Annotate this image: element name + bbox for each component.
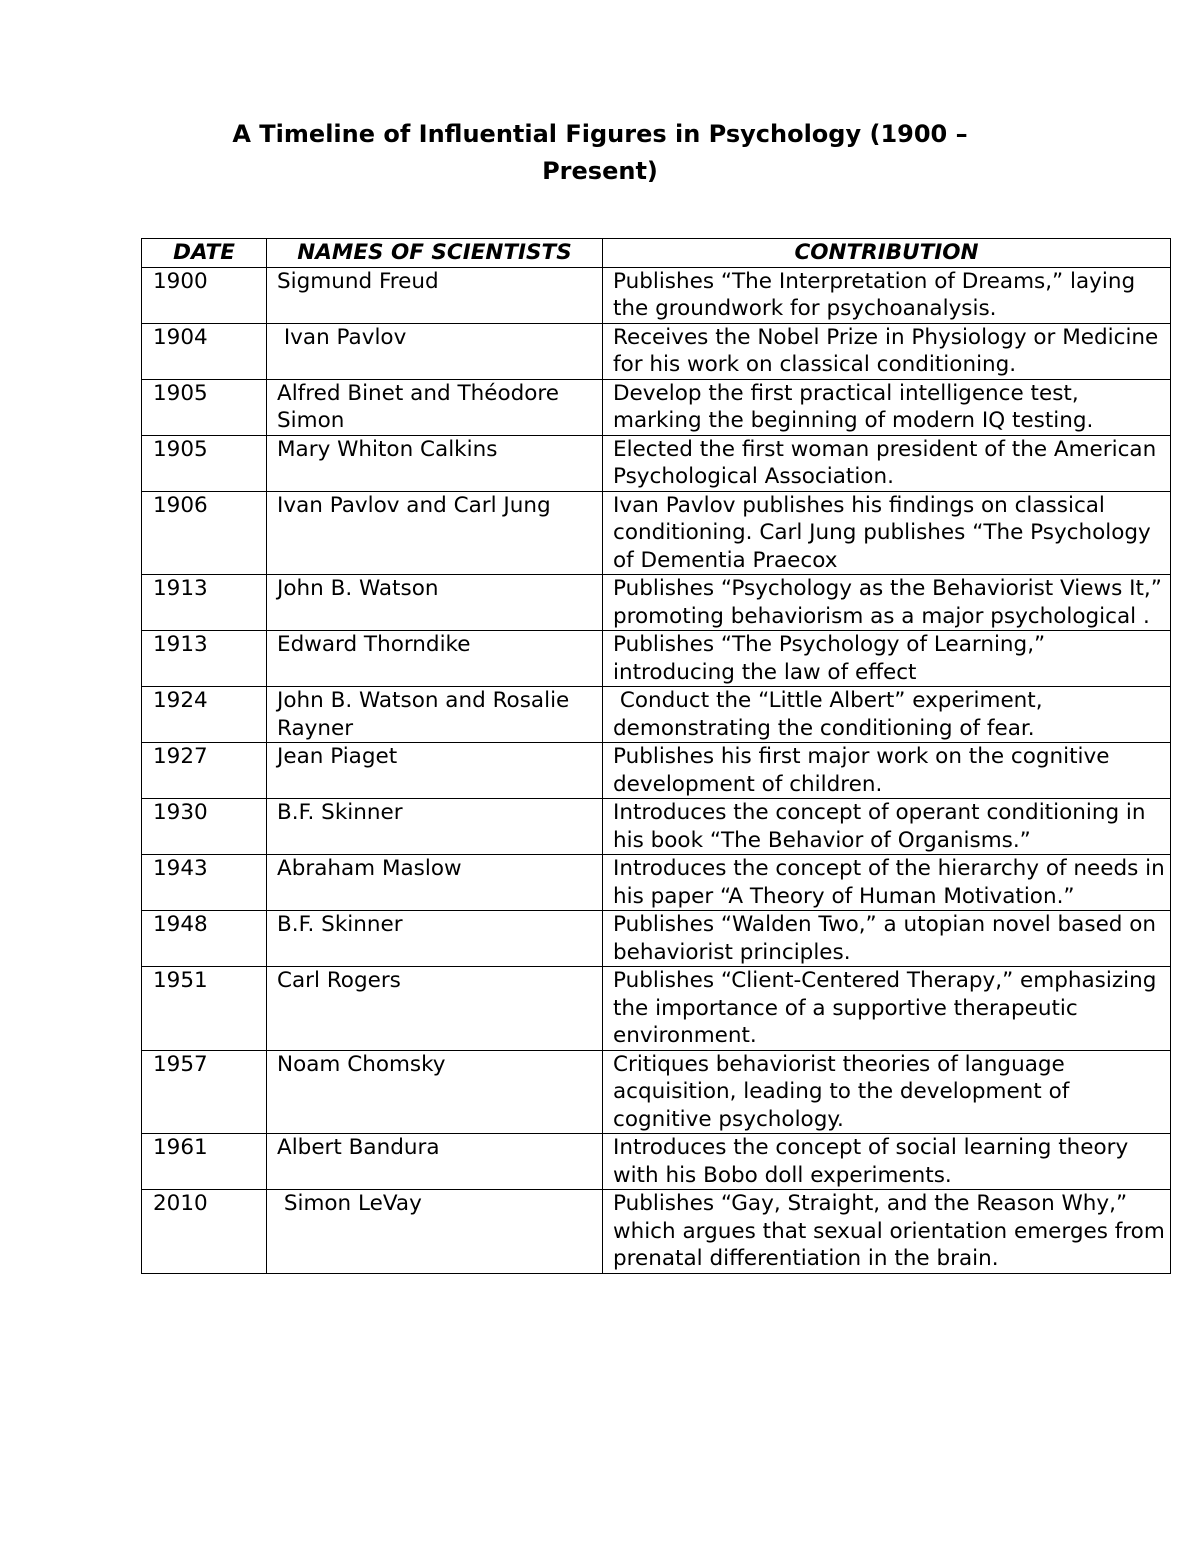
table-row	[142, 799, 1171, 855]
name-cell: Abraham Maslow	[267, 855, 603, 911]
header-date: DATE	[142, 239, 267, 268]
table-row	[142, 631, 1171, 687]
table-row	[142, 855, 1171, 911]
document-title-line1: A Timeline of Influential Figures in Psychology (1900 –	[232, 120, 968, 148]
contribution-cell: Elected the first woman president of the American Psychological Association.	[603, 435, 1171, 491]
name-cell: Jean Piaget	[267, 743, 603, 799]
date-cell: 1961	[142, 1134, 267, 1190]
table-row	[142, 435, 1171, 491]
date-cell: 1943	[142, 855, 267, 911]
date-cell: 1905	[142, 435, 267, 491]
table-row	[142, 967, 1171, 1051]
table-row	[142, 379, 1171, 435]
table-row	[142, 323, 1171, 379]
name-cell: Edward Thorndike	[267, 631, 603, 687]
contribution-cell: Conduct the “Little Albert” experiment, demonstrating the conditioning of fear.	[603, 687, 1171, 743]
name-cell: B.F. Skinner	[267, 799, 603, 855]
date-cell: 1905	[142, 379, 267, 435]
date-cell: 1957	[142, 1050, 267, 1134]
name-cell: Sigmund Freud	[267, 267, 603, 323]
contribution-cell: Develop the first practical intelligence test, marking the beginning of modern IQ testing.	[603, 379, 1171, 435]
timeline-table	[141, 238, 1171, 1274]
header-contribution: CONTRIBUTION	[603, 239, 1171, 268]
contribution-cell: Introduces the concept of the hierarchy of needs in his paper “A Theory of Human Motivation.”	[603, 855, 1171, 911]
contribution-cell: Introduces the concept of operant conditioning in his book “The Behavior of Organisms.”	[603, 799, 1171, 855]
table-row	[142, 743, 1171, 799]
date-cell: 1906	[142, 491, 267, 575]
contribution-cell: Publishes “Client-Centered Therapy,” emphasizing the importance of a supportive therapeutic environment.	[603, 967, 1171, 1051]
contribution-cell: Introduces the concept of social learning theory with his Bobo doll experiments.	[603, 1134, 1171, 1190]
table-row	[142, 1134, 1171, 1190]
name-cell: Carl Rogers	[267, 967, 603, 1051]
timeline-table-body	[142, 267, 1171, 1273]
document-title	[150, 116, 1050, 190]
date-cell: 1904	[142, 323, 267, 379]
date-cell: 1948	[142, 911, 267, 967]
name-cell: Alfred Binet and Théodore Simon	[267, 379, 603, 435]
contribution-cell: Ivan Pavlov publishes his findings on classical conditioning. Carl Jung publishes “The Psychology of Dementia Praecox	[603, 491, 1171, 575]
table-row	[142, 575, 1171, 631]
date-cell: 1951	[142, 967, 267, 1051]
name-cell: John B. Watson	[267, 575, 603, 631]
name-cell: Mary Whiton Calkins	[267, 435, 603, 491]
date-cell: 1900	[142, 267, 267, 323]
header-names: NAMES OF SCIENTISTS	[267, 239, 603, 268]
date-cell: 1913	[142, 631, 267, 687]
table-row	[142, 1190, 1171, 1274]
contribution-cell: Publishes “Walden Two,” a utopian novel based on behaviorist principles.	[603, 911, 1171, 967]
table-row	[142, 687, 1171, 743]
contribution-cell: Publishes “Psychology as the Behaviorist Views It,” promoting behaviorism as a major psychological .	[603, 575, 1171, 631]
date-cell: 1913	[142, 575, 267, 631]
contribution-cell: Publishes “Gay, Straight, and the Reason Why,” which argues that sexual orientation emerges from prenatal differentiation in the brain.	[603, 1190, 1171, 1274]
document-title-line2: Present)	[542, 157, 658, 185]
date-cell: 1930	[142, 799, 267, 855]
name-cell: John B. Watson and Rosalie Rayner	[267, 687, 603, 743]
table-row	[142, 1050, 1171, 1134]
contribution-cell: Receives the Nobel Prize in Physiology or Medicine for his work on classical conditioning.	[603, 323, 1171, 379]
date-cell: 1924	[142, 687, 267, 743]
table-row	[142, 491, 1171, 575]
name-cell: Noam Chomsky	[267, 1050, 603, 1134]
contribution-cell: Publishes “The Psychology of Learning,” introducing the law of effect	[603, 631, 1171, 687]
name-cell: Simon LeVay	[267, 1190, 603, 1274]
contribution-cell: Critiques behaviorist theories of language acquisition, leading to the development of cognitive psychology.	[603, 1050, 1171, 1134]
date-cell: 1927	[142, 743, 267, 799]
table-header-row	[142, 239, 1171, 268]
name-cell: Ivan Pavlov	[267, 323, 603, 379]
contribution-cell: Publishes his first major work on the cognitive development of children.	[603, 743, 1171, 799]
table-row	[142, 267, 1171, 323]
name-cell: Ivan Pavlov and Carl Jung	[267, 491, 603, 575]
name-cell: Albert Bandura	[267, 1134, 603, 1190]
contribution-cell: Publishes “The Interpretation of Dreams,” laying the groundwork for psychoanalysis.	[603, 267, 1171, 323]
name-cell: B.F. Skinner	[267, 911, 603, 967]
table-row	[142, 911, 1171, 967]
date-cell: 2010	[142, 1190, 267, 1274]
